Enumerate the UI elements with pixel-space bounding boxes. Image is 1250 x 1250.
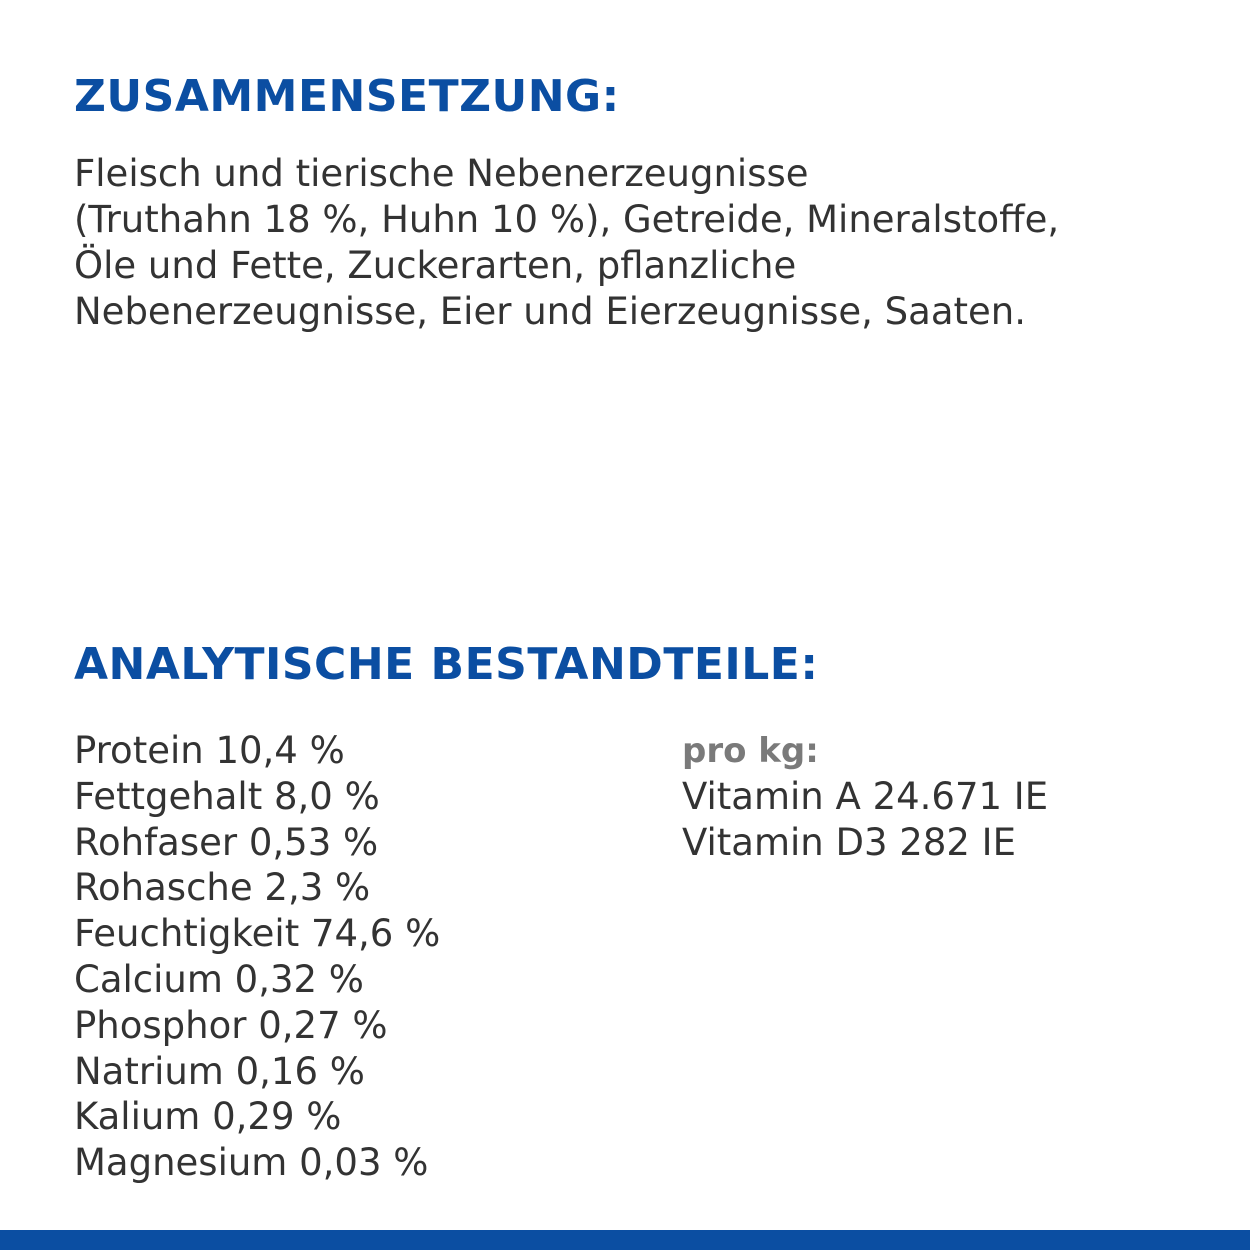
nutrient-item: Rohfaser 0,53 % <box>74 820 379 864</box>
nutrient-item: Fettgehalt 8,0 % <box>74 774 380 818</box>
per-kg-title: pro kg: <box>682 731 819 771</box>
nutrient-item: Phosphor 0,27 % <box>74 1003 388 1047</box>
composition-line: Fleisch und tierische Nebenerzeugnisse <box>74 152 809 195</box>
nutrient-item: Feuchtigkeit 74,6 % <box>74 912 441 956</box>
nutrient-item: Magnesium 0,03 % <box>74 1141 429 1185</box>
nutrient-item: Natrium 0,16 % <box>74 1049 365 1093</box>
nutrient-item: Kalium 0,29 % <box>74 1095 342 1139</box>
analytical-heading: ANALYTISCHE BESTANDTEILE: <box>74 639 819 690</box>
per-kg-section <box>682 728 1048 866</box>
nutrient-list <box>74 728 440 1186</box>
composition-line: Öle und Fette, Zuckerarten, pflanzliche <box>74 244 797 287</box>
vitamin-item: Vitamin A 24.671 IE <box>682 775 1049 818</box>
composition-line: (Truthahn 18 %, Huhn 10 %), Getreide, Mineralstoffe, <box>74 198 1060 241</box>
vitamin-item: Vitamin D3 282 IE <box>682 821 1016 864</box>
nutrient-item: Rohasche 2,3 % <box>74 866 371 910</box>
bottom-brand-bar <box>0 1230 1250 1250</box>
nutrient-item: Calcium 0,32 % <box>74 957 364 1001</box>
composition-heading: ZUSAMMENSETZUNG: <box>74 71 620 122</box>
composition-line: Nebenerzeugnisse, Eier und Eierzeugnisse, Saaten. <box>74 290 1026 333</box>
vitamin-list <box>682 774 1048 866</box>
composition-text <box>74 151 1234 335</box>
nutrient-item: Protein 10,4 % <box>74 729 345 772</box>
